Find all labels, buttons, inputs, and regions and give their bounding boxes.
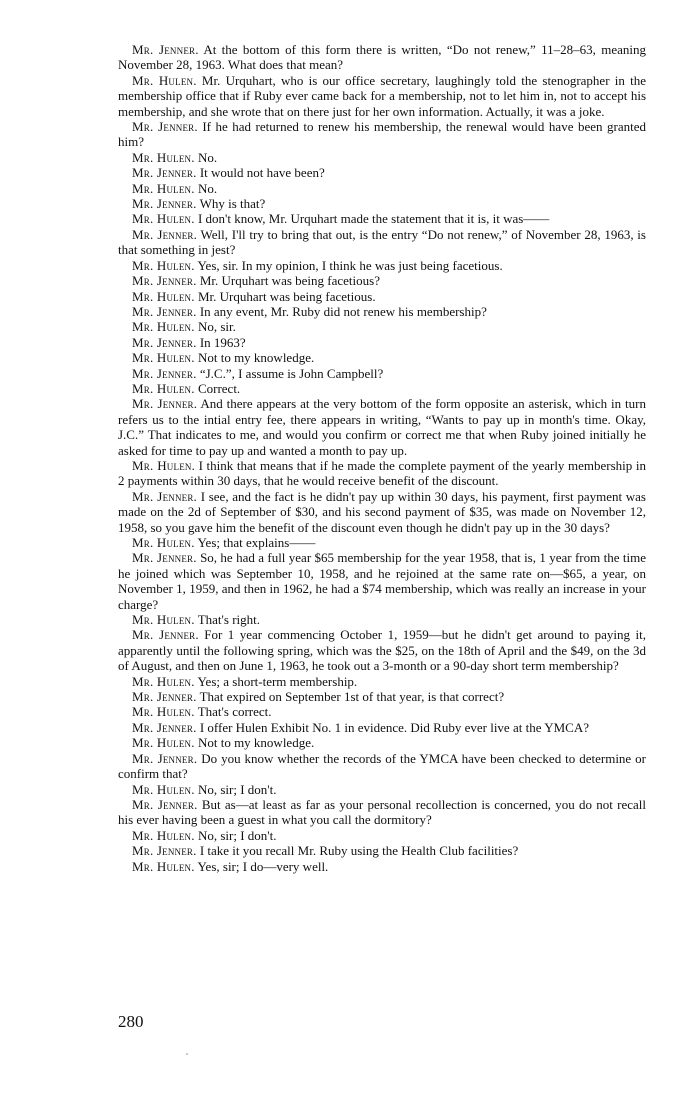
statement-text: No, sir; I don't. [194, 781, 277, 797]
testimony-paragraph [118, 458, 646, 489]
speaker-name: Mr. Hulen. [132, 827, 195, 843]
statement-text: Mr. Urquhart was being facetious. [194, 288, 376, 304]
speaker-name: Mr. Hulen. [132, 704, 195, 720]
speaker-name: Mr. Hulen. [132, 180, 195, 196]
speaker-name: Mr. Hulen. [132, 257, 195, 273]
testimony-paragraph [118, 165, 646, 180]
statement-text: No. [194, 180, 218, 196]
testimony-paragraph [118, 735, 646, 750]
testimony-paragraph [118, 119, 646, 150]
statement-text: No, sir; I don't. [194, 827, 277, 843]
speaker-name: Mr. Jenner. [132, 750, 198, 766]
testimony-paragraph [118, 797, 646, 828]
statement-text: I see, and the fact is he didn't pay up within 30 days, his payment, first payment was made on the 2d of September of $30, and his second payment of $35, was made on November 12, 1958, so you gave him the benefit of the discount even though he didn't pay up in the 30 days? [118, 488, 646, 535]
testimony-paragraph [118, 751, 646, 782]
statement-text: In 1963? [196, 334, 246, 350]
speaker-name: Mr. Hulen. [132, 211, 195, 227]
testimony-paragraph [118, 42, 646, 73]
speaker-name: Mr. Hulen. [132, 319, 195, 335]
speaker-name: Mr. Hulen. [132, 350, 195, 366]
speaker-name: Mr. Jenner. [132, 165, 197, 181]
testimony-paragraph [118, 396, 646, 458]
testimony-paragraph [118, 381, 646, 396]
testimony-paragraph [118, 335, 646, 350]
testimony-paragraph [118, 304, 646, 319]
speaker-name: Mr. Hulen. [132, 72, 197, 88]
testimony-paragraph [118, 366, 646, 381]
speaker-name: Mr. Jenner. [132, 550, 197, 566]
speaker-name: Mr. Jenner. [132, 334, 197, 350]
testimony-paragraph [118, 181, 646, 196]
speaker-name: Mr. Jenner. [132, 719, 197, 735]
statement-text: So, he had a full year $65 membership for the year 1958, that is, 1 year from the time he joined which was September 10, 1958, and he rejoined at the same rate on—$65, a year, on November 1, 1959, and then in 1962, he had a $74 membership, which was really an increase in your charge? [118, 550, 646, 612]
statement-text: No, sir. [194, 319, 236, 335]
statement-text: “J.C.”, I assume is John Campbell? [196, 365, 384, 381]
statement-text: In any event, Mr. Ruby did not renew his membership? [196, 303, 487, 319]
statement-text: If he had returned to renew his membership, the renewal would have been granted him? [118, 119, 646, 150]
statement-text: It would not have been? [196, 165, 325, 181]
statement-text: At the bottom of this form there is written, “Do not renew,” 11–28–63, meaning November 28, 1963. What does that mean? [118, 42, 647, 73]
testimony-paragraph [118, 720, 646, 735]
speaker-name: Mr. Hulen. [132, 858, 195, 874]
testimony-paragraph [118, 489, 646, 535]
testimony-paragraph [118, 350, 646, 365]
speaker-name: Mr. Jenner. [132, 196, 197, 212]
statement-text: Well, I'll try to bring that out, is the entry “Do not renew,” of November 28, 1963, is that something in jest? [118, 226, 646, 258]
statement-text: Not to my knowledge. [194, 350, 315, 366]
statement-text: Yes, sir; I do—very well. [194, 858, 329, 874]
statement-text: Correct. [194, 380, 241, 396]
speaker-name: Mr. Hulen. [132, 781, 195, 797]
statement-text: Mr. Urquhart was being facetious? [196, 273, 380, 289]
testimony-paragraph [118, 535, 646, 550]
testimony-paragraph [118, 843, 646, 858]
statement-text: Mr. Urquhart, who is our office secretary, laughingly told the stenographer in the membership office that if Ruby ever came back for a membership, not to let him in, not to accept his membership, and she wrote that on there just for her own information. Actually, it was a joke. [118, 72, 646, 119]
testimony-paragraph [118, 273, 646, 288]
speaker-name: Mr. Jenner. [132, 119, 198, 135]
statement-text: But as—at least as far as your personal recollection is concerned, you do not recall his ever having been a guest in what you call the dormitory? [118, 796, 646, 828]
speaker-name: Mr. Jenner. [132, 627, 199, 643]
speaker-name: Mr. Jenner. [132, 796, 198, 812]
statement-text: Yes; a short-term membership. [194, 673, 358, 689]
speaker-name: Mr. Hulen. [132, 735, 195, 751]
testimony-paragraph [118, 689, 646, 704]
speaker-name: Mr. Hulen. [132, 149, 195, 165]
statement-text: Yes, sir. In my opinion, I think he was just being facetious. [194, 257, 503, 273]
speaker-name: Mr. Jenner. [132, 303, 197, 319]
testimony-paragraph [118, 612, 646, 627]
speaker-name: Mr. Jenner. [132, 365, 197, 381]
speaker-name: Mr. Jenner. [132, 843, 197, 859]
testimony-paragraph [118, 319, 646, 334]
testimony-paragraph [118, 674, 646, 689]
speaker-name: Mr. Hulen. [132, 288, 195, 304]
speaker-name: Mr. Hulen. [132, 673, 195, 689]
statement-text: Not to my knowledge. [194, 735, 315, 751]
speaker-name: Mr. Hulen. [132, 457, 196, 473]
statement-text: I don't know, Mr. Urquhart made the statement that it is, it was—— [194, 211, 550, 227]
statement-text: And there appears at the very bottom of the form opposite an asterisk, which in turn refers us to the intial entry fee, there appears in writing, “Wants to pay up in month's time. Okay, J.C.” That indicates to me, and would you confirm or correct me that when Ruby joined initially he asked for time to pay up and wanted a month to pay up. [118, 396, 646, 458]
speaker-name: Mr. Jenner. [132, 396, 198, 412]
statement-text: For 1 year commencing October 1, 1959—but he didn't get around to paying it, apparently until the following spring, which was the $25, on the 18th of April and the $49, on the 3d of August, and then on June 1, 1963, he took out a 3-month or a 90-day short term membership? [118, 627, 646, 674]
testimony-paragraph [118, 196, 646, 211]
speaker-name: Mr. Jenner. [132, 226, 198, 242]
statement-text: Do you know whether the records of the YMCA have been checked to determine or confirm that? [118, 750, 646, 782]
testimony-paragraph [118, 782, 646, 797]
statement-text: I think that means that if he made the complete payment of the yearly membership in 2 payments within 30 days, that he would receive benefit of the discount. [118, 457, 646, 489]
page-number: 280 [118, 1012, 144, 1031]
speaker-name: Mr. Hulen. [132, 612, 195, 628]
statement-text: I take it you recall Mr. Ruby using the Health Club facilities? [196, 843, 519, 859]
statement-text: Why is that? [196, 196, 266, 212]
transcript-body [118, 42, 646, 874]
speaker-name: Mr. Jenner. [132, 488, 198, 504]
testimony-paragraph [118, 550, 646, 612]
testimony-paragraph [118, 828, 646, 843]
testimony-paragraph [118, 289, 646, 304]
statement-text: That expired on September 1st of that year, is that correct? [196, 689, 505, 705]
testimony-paragraph [118, 73, 646, 119]
statement-text: That's right. [194, 612, 260, 628]
testimony-paragraph [118, 704, 646, 719]
testimony-paragraph [118, 150, 646, 165]
speck [186, 1053, 188, 1055]
statement-text: Yes; that explains—— [194, 535, 316, 550]
speaker-name: Mr. Jenner. [132, 42, 199, 57]
speaker-name: Mr. Hulen. [132, 380, 195, 396]
statement-text: No. [194, 149, 218, 165]
speaker-name: Mr. Jenner. [132, 689, 197, 705]
statement-text: That's correct. [194, 704, 272, 720]
testimony-paragraph [118, 258, 646, 273]
statement-text: I offer Hulen Exhibit No. 1 in evidence. Did Ruby ever live at the YMCA? [196, 719, 590, 735]
speaker-name: Mr. Hulen. [132, 535, 195, 550]
testimony-paragraph [118, 211, 646, 226]
testimony-paragraph [118, 859, 646, 874]
testimony-paragraph [118, 627, 646, 673]
speaker-name: Mr. Jenner. [132, 273, 197, 289]
testimony-paragraph [118, 227, 646, 258]
